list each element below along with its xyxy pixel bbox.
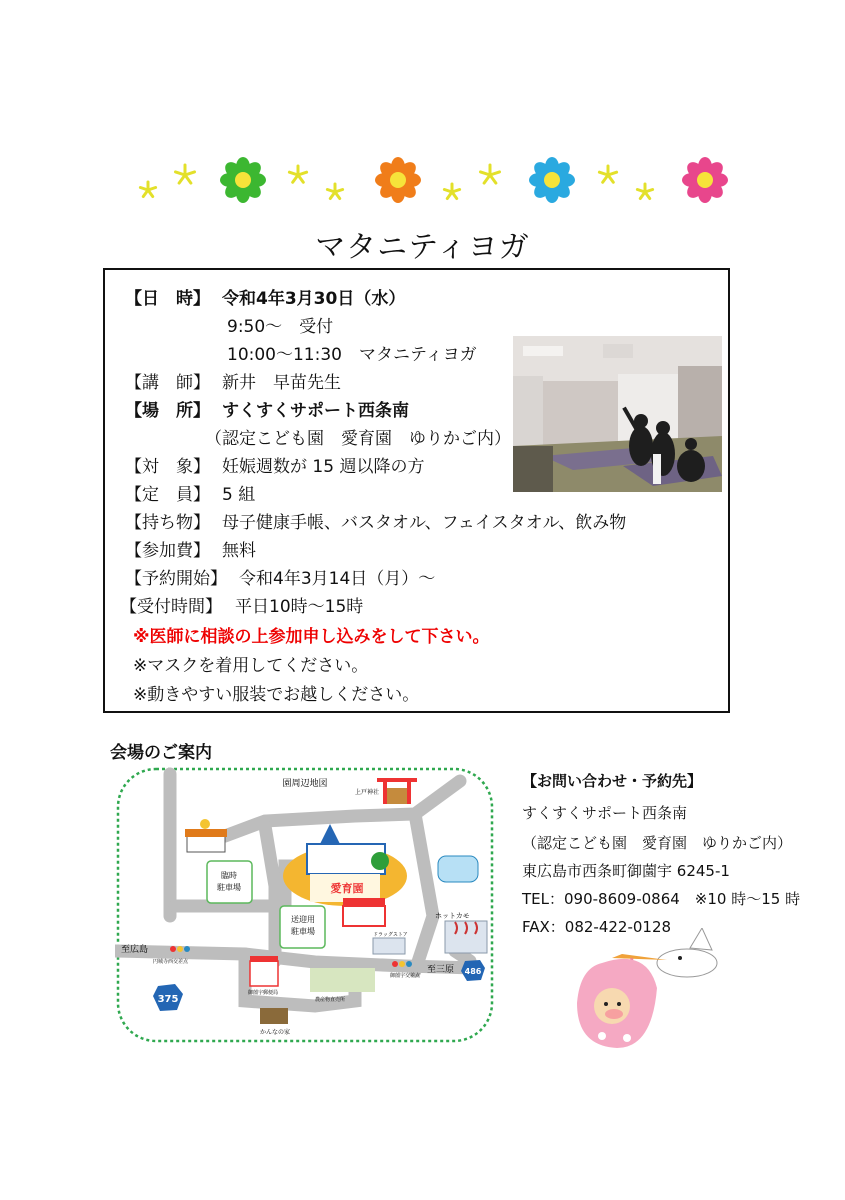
map-intersection-right: 御薗宇交差点 <box>390 973 421 979</box>
star-icon <box>176 165 195 183</box>
target-label: 【対 象】 <box>125 457 210 477</box>
items-label: 【持ち物】 <box>125 513 210 533</box>
clothing-note: ※動きやすい服装でお越しください。 <box>133 685 420 705</box>
stork-baby-illustration <box>572 928 732 1058</box>
flower-banner <box>130 150 730 215</box>
map-nursery-label: 愛育園 <box>330 882 364 895</box>
booking-label: 【予約開始】 <box>125 569 227 589</box>
map-shrine-label: 上戸神社 <box>355 789 380 796</box>
items-value: 母子健康手帳、バスタオル、フェイスタオル、飲み物 <box>222 513 627 533</box>
map-post-office: 御薗宇郵便局 <box>248 990 279 996</box>
star-icon <box>444 184 459 199</box>
hours-value: 平日10時～15時 <box>235 597 364 617</box>
doctor-warning: ※医師に相談の上参加申し込みをして下さい。 <box>133 627 490 647</box>
map-title: 園周辺地図 <box>282 779 328 789</box>
contact-sub: （認定こども園 愛育園 ゆりかご内） <box>522 834 793 852</box>
date-label: 【日 時】 <box>125 289 210 309</box>
fee-label: 【参加費】 <box>125 541 210 561</box>
capacity-value: 5 組 <box>222 485 256 505</box>
page-title: マタニティヨガ <box>315 230 530 265</box>
star-icon <box>140 182 155 197</box>
venue-label: 【場 所】 <box>125 401 210 421</box>
map-hotspring-label: ホットカモ <box>435 912 470 920</box>
map-intersection-left: 円城寺西交差点 <box>153 959 189 965</box>
map-route-375: 375 <box>157 994 179 1005</box>
hours-label: 【受付時間】 <box>120 597 222 617</box>
star-icon <box>289 166 306 182</box>
map-shuttle-parking-2: 駐車場 <box>291 927 315 936</box>
yoga-class-photo <box>513 336 722 492</box>
reception-time: 9:50～ 受付 <box>227 317 334 337</box>
booking-value: 令和4年3月14日（月）～ <box>239 569 436 589</box>
contact-address: 東広島市西条町御薗宇 6245-1 <box>522 862 730 880</box>
session-time: 10:00～11:30 マタニティヨガ <box>227 345 477 365</box>
star-icon <box>637 184 652 199</box>
fee-value: 無料 <box>222 541 256 561</box>
contact-tel: TEL：090-8609-0864 ※10 時～15 時 <box>522 890 801 908</box>
map-heading: 会場のご案内 <box>110 743 212 763</box>
contact-name: すくすくサポート西条南 <box>522 804 688 822</box>
flower-icon <box>682 157 728 203</box>
target-value: 妊娠週数が 15 週以降の方 <box>222 457 425 477</box>
map-temp-parking-2: 駐車場 <box>217 883 241 892</box>
map-to-hiroshima: 至広島 <box>121 945 149 955</box>
mask-note: ※マスクを着用してください。 <box>133 656 369 676</box>
map-store: ドラッグストア <box>373 932 408 938</box>
venue-value: すくすくサポート西条南 <box>222 401 409 421</box>
capacity-label: 【定 員】 <box>125 485 210 505</box>
instructor-label: 【講 師】 <box>125 373 210 393</box>
date-value: 令和4年3月30日（水） <box>222 289 406 309</box>
map-farm: 農産物直売所 <box>315 997 346 1003</box>
venue-note: （認定こども園 愛育園 ゆりかご内） <box>205 429 511 449</box>
contact-fax: FAX：082-422-0128 <box>522 918 672 936</box>
map-route-486: 486 <box>464 967 482 976</box>
star-icon <box>481 165 500 183</box>
flower-icon <box>529 157 575 203</box>
flower-icon <box>375 157 421 203</box>
contact-block <box>522 770 842 950</box>
area-map <box>115 766 495 1044</box>
flower-icon <box>220 157 266 203</box>
map-house: かんなの家 <box>260 1029 291 1036</box>
map-to-mihara: 至三原 <box>427 965 455 975</box>
star-icon <box>599 166 616 182</box>
map-temp-parking-1: 臨時 <box>221 871 237 880</box>
map-shuttle-parking-1: 送迎用 <box>291 915 315 924</box>
contact-heading: 【お問い合わせ・予約先】 <box>522 772 703 790</box>
star-icon <box>327 184 342 199</box>
instructor-value: 新井 早苗先生 <box>222 373 341 393</box>
